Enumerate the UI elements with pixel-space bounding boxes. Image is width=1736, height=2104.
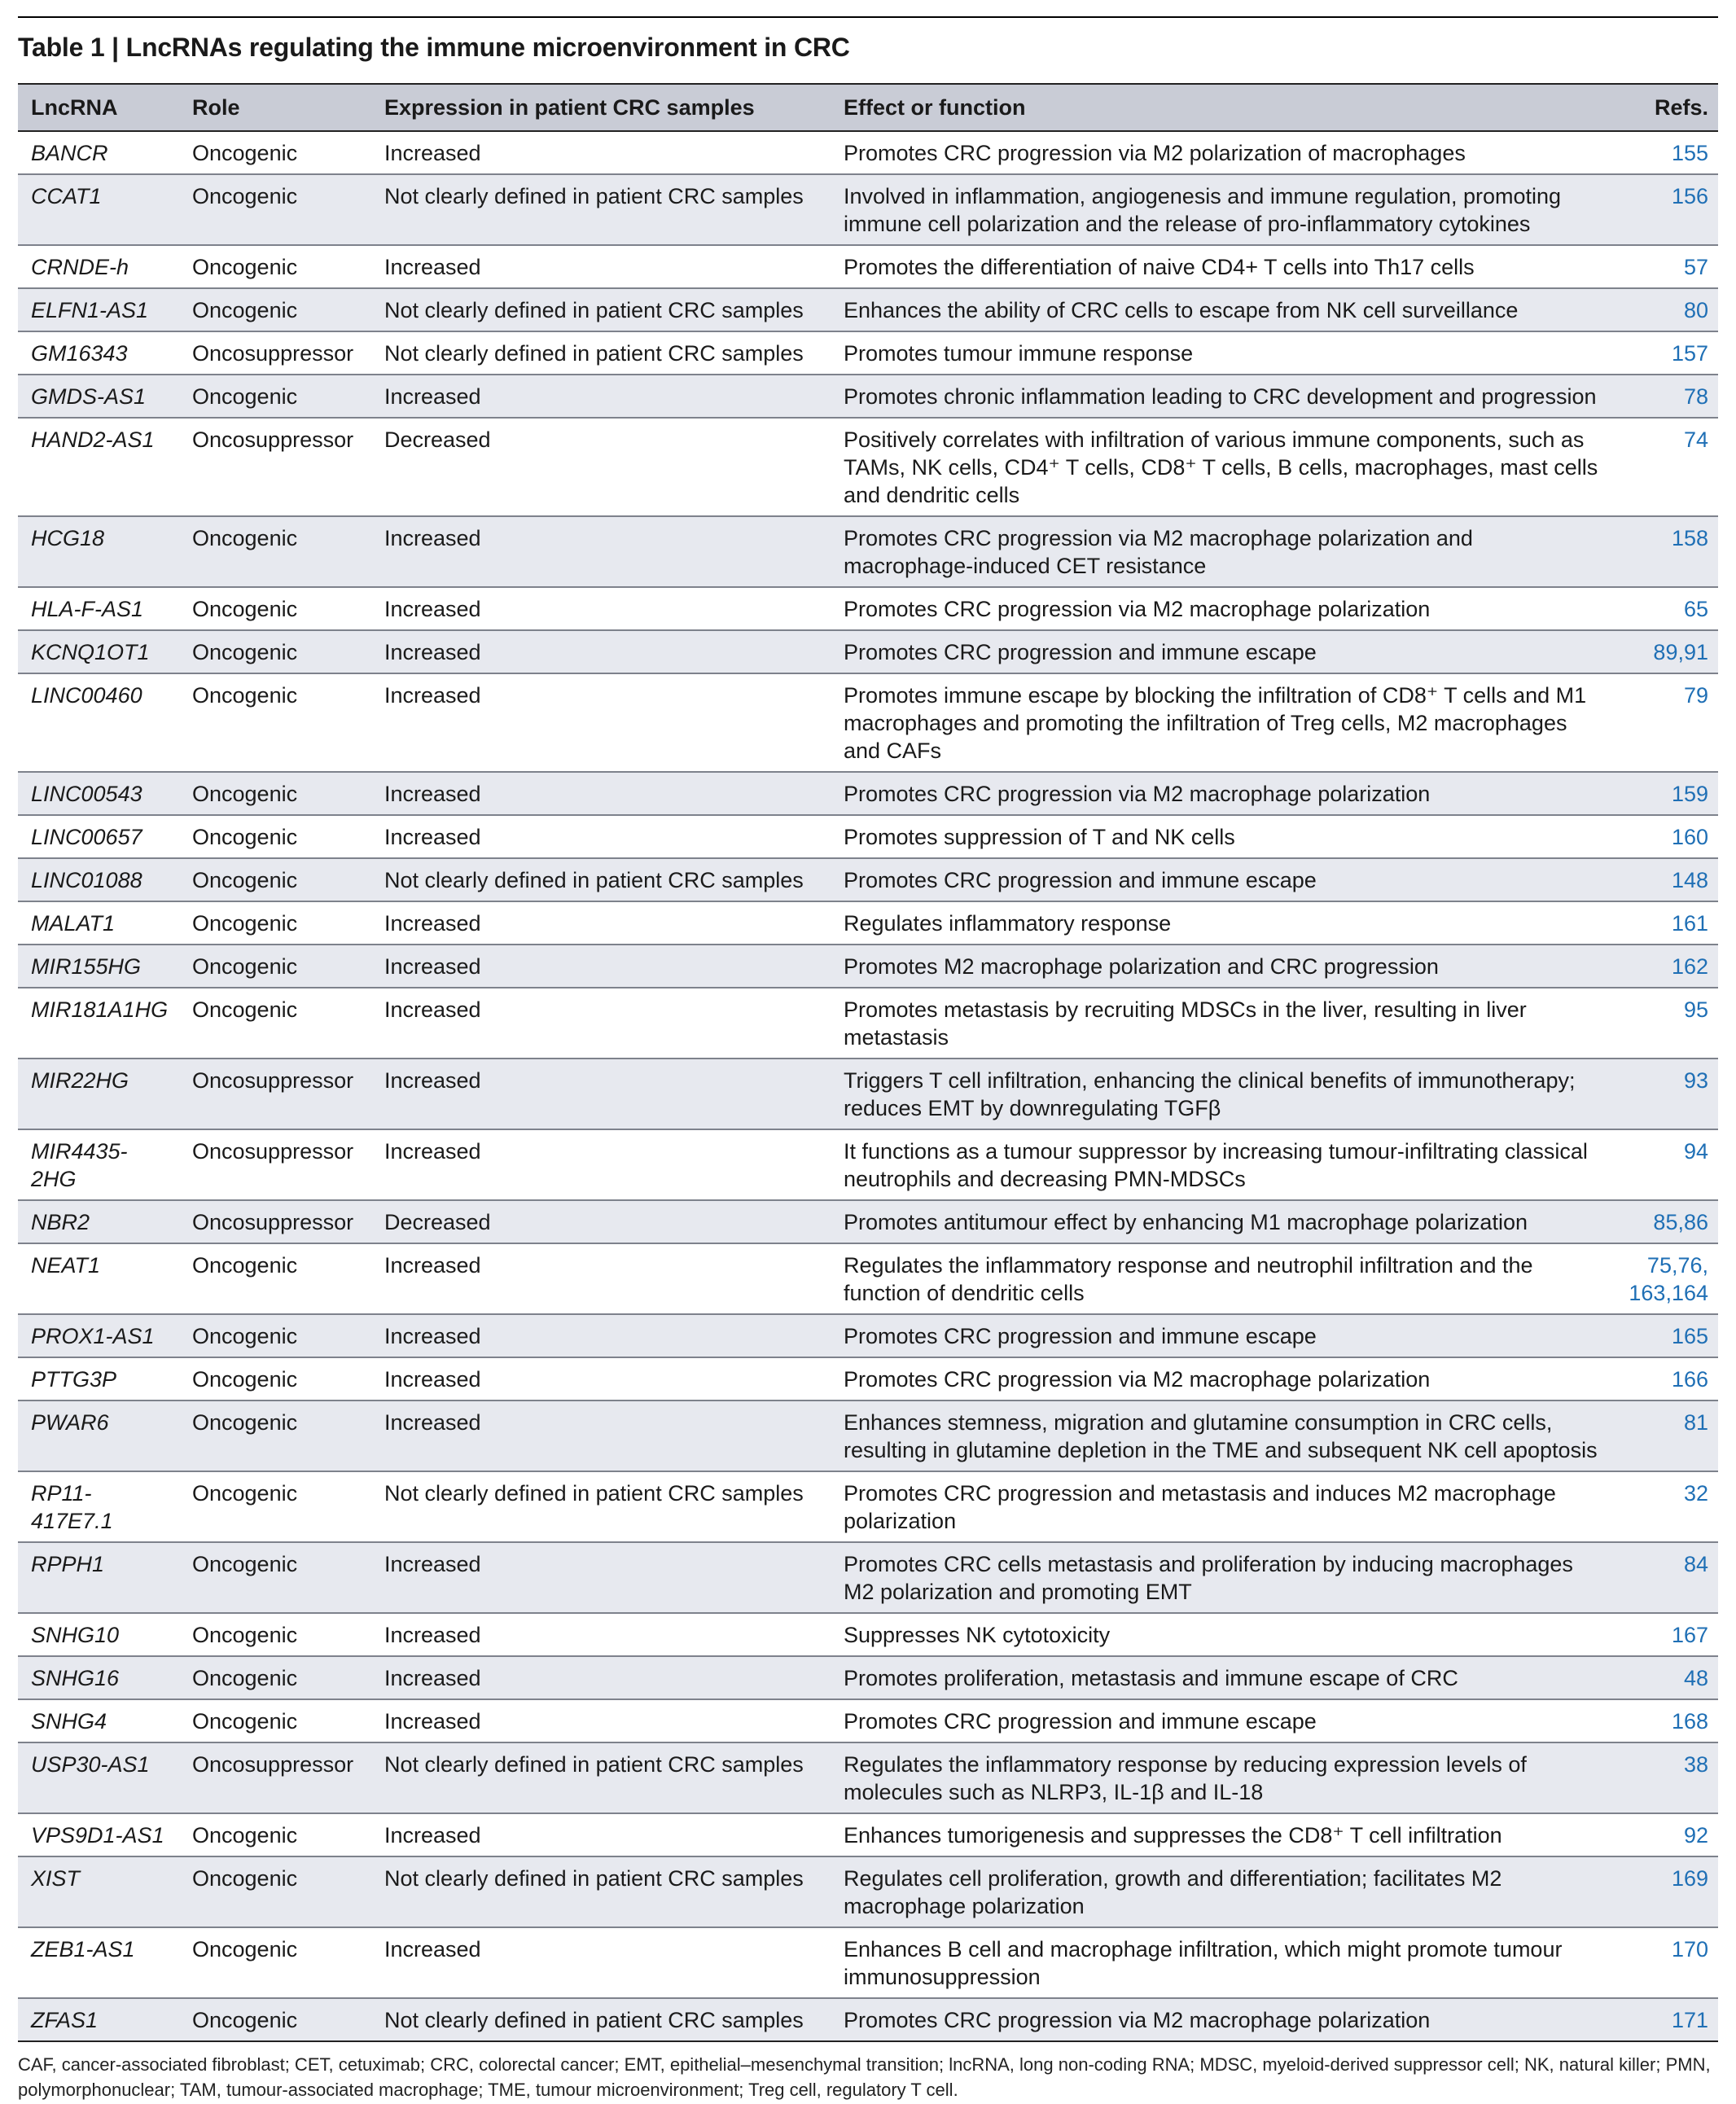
lncrna-cell: CRNDE-h: [18, 245, 179, 288]
expression-cell: Increased: [371, 131, 831, 174]
role-cell: Oncogenic: [179, 1613, 371, 1656]
column-header-effect: Effect or function: [831, 84, 1612, 131]
lncrna-cell: HAND2-AS1: [18, 418, 179, 516]
table-row: [18, 1243, 1718, 1314]
table-row: [18, 901, 1718, 945]
expression-cell: Decreased: [371, 418, 831, 516]
lncrna-cell: ELFN1-AS1: [18, 288, 179, 331]
effect-cell: Enhances stemness, migration and glutamine consumption in CRC cells, resulting in glutamine depletion in the TME and subsequent NK cell apoptosis: [831, 1400, 1612, 1471]
effect-cell: Suppresses NK cytotoxicity: [831, 1613, 1612, 1656]
effect-cell: Promotes proliferation, metastasis and immune escape of CRC: [831, 1656, 1612, 1699]
refs-link[interactable]: 32: [1612, 1471, 1718, 1542]
effect-cell: Enhances B cell and macrophage infiltration, which might promote tumour immunosuppression: [831, 1927, 1612, 1998]
refs-link[interactable]: 167: [1612, 1613, 1718, 1656]
refs-link[interactable]: 38: [1612, 1742, 1718, 1813]
refs-link[interactable]: 148: [1612, 858, 1718, 901]
refs-link[interactable]: 89,91: [1612, 630, 1718, 673]
lncrna-cell: GMDS-AS1: [18, 375, 179, 418]
lncrna-cell: CCAT1: [18, 174, 179, 245]
table-title: Table 1 | LncRNAs regulating the immune microenvironment in CRC: [18, 33, 850, 62]
lncrna-cell: ZEB1-AS1: [18, 1927, 179, 1998]
effect-cell: Promotes M2 macrophage polarization and CRC progression: [831, 945, 1612, 988]
effect-cell: Promotes CRC progression via M2 macrophage polarization: [831, 1357, 1612, 1400]
effect-cell: Promotes CRC progression and metastasis and induces M2 macrophage polarization: [831, 1471, 1612, 1542]
expression-cell: Not clearly defined in patient CRC samples: [371, 858, 831, 901]
effect-cell: Promotes CRC progression via M2 polarization of macrophages: [831, 131, 1612, 174]
role-cell: Oncogenic: [179, 516, 371, 587]
effect-cell: Promotes CRC progression via M2 macrophage polarization: [831, 587, 1612, 630]
table-row: [18, 772, 1718, 815]
effect-cell: Enhances tumorigenesis and suppresses the CD8⁺ T cell infiltration: [831, 1813, 1612, 1856]
lncrna-table: [18, 83, 1718, 2042]
effect-cell: Regulates the inflammatory response and neutrophil infiltration and the function of dendritic cells: [831, 1243, 1612, 1314]
expression-cell: Not clearly defined in patient CRC samples: [371, 331, 831, 375]
role-cell: Oncogenic: [179, 131, 371, 174]
lncrna-cell: MIR4435-2HG: [18, 1129, 179, 1200]
role-cell: Oncogenic: [179, 1471, 371, 1542]
role-cell: Oncogenic: [179, 288, 371, 331]
lncrna-cell: MIR22HG: [18, 1059, 179, 1129]
role-cell: Oncogenic: [179, 630, 371, 673]
expression-cell: Not clearly defined in patient CRC samples: [371, 1471, 831, 1542]
table-row: [18, 1813, 1718, 1856]
refs-link[interactable]: 157: [1612, 331, 1718, 375]
expression-cell: Increased: [371, 1656, 831, 1699]
effect-cell: Promotes CRC progression via M2 macrophage polarization: [831, 772, 1612, 815]
expression-cell: Increased: [371, 587, 831, 630]
lncrna-cell: NBR2: [18, 1200, 179, 1243]
role-cell: Oncogenic: [179, 1656, 371, 1699]
expression-cell: Not clearly defined in patient CRC samples: [371, 174, 831, 245]
table-row: [18, 1699, 1718, 1742]
effect-cell: Promotes suppression of T and NK cells: [831, 815, 1612, 858]
table-row: [18, 1927, 1718, 1998]
table-row: [18, 288, 1718, 331]
refs-link[interactable]: 170: [1612, 1927, 1718, 1998]
table-header-row: [18, 84, 1718, 131]
table-row: [18, 988, 1718, 1059]
effect-cell: Promotes CRC progression and immune escape: [831, 630, 1612, 673]
effect-cell: Promotes CRC progression and immune escape: [831, 1314, 1612, 1357]
table-page: [18, 16, 1718, 2102]
effect-cell: Regulates the inflammatory response by reducing expression levels of molecules such as NLRP3, IL-1β and IL-18: [831, 1742, 1612, 1813]
role-cell: Oncogenic: [179, 1243, 371, 1314]
expression-cell: Decreased: [371, 1200, 831, 1243]
expression-cell: Increased: [371, 1314, 831, 1357]
refs-link[interactable]: 165: [1612, 1314, 1718, 1357]
role-cell: Oncosuppressor: [179, 418, 371, 516]
role-cell: Oncosuppressor: [179, 1129, 371, 1200]
role-cell: Oncogenic: [179, 1400, 371, 1471]
column-header-lncrna: LncRNA: [18, 84, 179, 131]
role-cell: Oncogenic: [179, 1542, 371, 1613]
lncrna-cell: MALAT1: [18, 901, 179, 945]
effect-cell: Enhances the ability of CRC cells to escape from NK cell surveillance: [831, 288, 1612, 331]
refs-link[interactable]: 48: [1612, 1656, 1718, 1699]
effect-cell: It functions as a tumour suppressor by increasing tumour-infiltrating classical neutrophils and decreasing PMN-MDSCs: [831, 1129, 1612, 1200]
refs-link[interactable]: 81: [1612, 1400, 1718, 1471]
expression-cell: Increased: [371, 1542, 831, 1613]
role-cell: Oncogenic: [179, 858, 371, 901]
expression-cell: Increased: [371, 1613, 831, 1656]
refs-link[interactable]: 85,86: [1612, 1200, 1718, 1243]
table-row: [18, 1542, 1718, 1613]
lncrna-cell: RPPH1: [18, 1542, 179, 1613]
role-cell: Oncogenic: [179, 245, 371, 288]
refs-link[interactable]: 93: [1612, 1059, 1718, 1129]
lncrna-cell: MIR155HG: [18, 945, 179, 988]
effect-cell: Promotes CRC progression and immune escape: [831, 858, 1612, 901]
table-row: [18, 815, 1718, 858]
table-row: [18, 587, 1718, 630]
table-row: [18, 418, 1718, 516]
lncrna-cell: LINC00460: [18, 673, 179, 772]
refs-link[interactable]: 168: [1612, 1699, 1718, 1742]
lncrna-cell: SNHG10: [18, 1613, 179, 1656]
table-row: [18, 1129, 1718, 1200]
effect-cell: Promotes CRC progression and immune escape: [831, 1699, 1612, 1742]
table-row: [18, 516, 1718, 587]
role-cell: Oncogenic: [179, 772, 371, 815]
refs-link[interactable]: 161: [1612, 901, 1718, 945]
lncrna-cell: MIR181A1HG: [18, 988, 179, 1059]
effect-cell: Promotes CRC progression via M2 macrophage polarization: [831, 1998, 1612, 2041]
refs-link[interactable]: 78: [1612, 375, 1718, 418]
role-cell: Oncogenic: [179, 1813, 371, 1856]
effect-cell: Promotes the differentiation of naive CD4+ T cells into Th17 cells: [831, 245, 1612, 288]
expression-cell: Increased: [371, 516, 831, 587]
refs-link[interactable]: 156: [1612, 174, 1718, 245]
expression-cell: Increased: [371, 1927, 831, 1998]
table-row: [18, 1742, 1718, 1813]
expression-cell: Not clearly defined in patient CRC samples: [371, 1742, 831, 1813]
role-cell: Oncogenic: [179, 945, 371, 988]
expression-cell: Increased: [371, 1059, 831, 1129]
refs-link[interactable]: 160: [1612, 815, 1718, 858]
table-row: [18, 245, 1718, 288]
table-row: [18, 1314, 1718, 1357]
table-row: [18, 1998, 1718, 2041]
role-cell: Oncosuppressor: [179, 1200, 371, 1243]
refs-link[interactable]: 155: [1612, 131, 1718, 174]
refs-link[interactable]: 94: [1612, 1129, 1718, 1200]
role-cell: Oncogenic: [179, 1699, 371, 1742]
effect-cell: Involved in inflammation, angiogenesis and immune regulation, promoting immune cell polarization and the release of pro-inflammatory cytokines: [831, 174, 1612, 245]
role-cell: Oncogenic: [179, 375, 371, 418]
refs-link[interactable]: 79: [1612, 673, 1718, 772]
lncrna-cell: NEAT1: [18, 1243, 179, 1314]
lncrna-cell: PWAR6: [18, 1400, 179, 1471]
role-cell: Oncogenic: [179, 174, 371, 245]
role-cell: Oncosuppressor: [179, 1742, 371, 1813]
refs-link[interactable]: 169: [1612, 1856, 1718, 1927]
expression-cell: Increased: [371, 1243, 831, 1314]
effect-cell: Promotes CRC progression via M2 macrophage polarization and macrophage-induced CET resistance: [831, 516, 1612, 587]
lncrna-cell: VPS9D1-AS1: [18, 1813, 179, 1856]
table-row: [18, 630, 1718, 673]
table-footnote: CAF, cancer-associated fibroblast; CET, cetuximab; CRC, colorectal cancer; EMT, epithelial–mesenchymal transition; lncRNA, long non-coding RNA; MDSC, myeloid-derived suppressor cell; NK, natural killer; PMN, polymorphonuclear; TAM, tumour-associated macrophage; TME, tumour microenvironment; Treg cell, regulatory T cell.: [18, 2054, 1711, 2100]
refs-link[interactable]: 95: [1612, 988, 1718, 1059]
role-cell: Oncogenic: [179, 1314, 371, 1357]
lncrna-cell: SNHG4: [18, 1699, 179, 1742]
expression-cell: Increased: [371, 375, 831, 418]
table-row: [18, 858, 1718, 901]
lncrna-cell: PTTG3P: [18, 1357, 179, 1400]
column-header-refs: Refs.: [1612, 84, 1718, 131]
role-cell: Oncogenic: [179, 673, 371, 772]
lncrna-cell: LINC00657: [18, 815, 179, 858]
refs-link[interactable]: 171: [1612, 1998, 1718, 2041]
expression-cell: Not clearly defined in patient CRC samples: [371, 288, 831, 331]
table-row: [18, 1059, 1718, 1129]
refs-link[interactable]: 74: [1612, 418, 1718, 516]
lncrna-cell: KCNQ1OT1: [18, 630, 179, 673]
lncrna-cell: USP30-AS1: [18, 1742, 179, 1813]
lncrna-cell: SNHG16: [18, 1656, 179, 1699]
lncrna-cell: LINC01088: [18, 858, 179, 901]
table-row: [18, 1856, 1718, 1927]
expression-cell: Increased: [371, 988, 831, 1059]
refs-link[interactable]: 84: [1612, 1542, 1718, 1613]
refs-link[interactable]: 162: [1612, 945, 1718, 988]
lncrna-cell: GM16343: [18, 331, 179, 375]
effect-cell: Triggers T cell infiltration, enhancing the clinical benefits of immunotherapy; reduces EMT by downregulating TGFβ: [831, 1059, 1612, 1129]
effect-cell: Promotes antitumour effect by enhancing M1 macrophage polarization: [831, 1200, 1612, 1243]
table-row: [18, 1200, 1718, 1243]
lncrna-cell: LINC00543: [18, 772, 179, 815]
table-row: [18, 945, 1718, 988]
table-body: [18, 131, 1718, 2041]
refs-link[interactable]: 65: [1612, 587, 1718, 630]
expression-cell: Increased: [371, 245, 831, 288]
refs-link[interactable]: 80: [1612, 288, 1718, 331]
top-rule: [18, 16, 1718, 18]
table-row: [18, 1357, 1718, 1400]
lncrna-cell: PROX1-AS1: [18, 1314, 179, 1357]
role-cell: Oncogenic: [179, 1357, 371, 1400]
effect-cell: Regulates cell proliferation, growth and differentiation; facilitates M2 macrophage polarization: [831, 1856, 1612, 1927]
role-cell: Oncogenic: [179, 1856, 371, 1927]
effect-cell: Promotes tumour immune response: [831, 331, 1612, 375]
role-cell: Oncogenic: [179, 815, 371, 858]
refs-link[interactable]: 166: [1612, 1357, 1718, 1400]
role-cell: Oncogenic: [179, 901, 371, 945]
lncrna-cell: BANCR: [18, 131, 179, 174]
table-row: [18, 1400, 1718, 1471]
role-cell: Oncogenic: [179, 1927, 371, 1998]
refs-link[interactable]: 158: [1612, 516, 1718, 587]
table-row: [18, 131, 1718, 174]
role-cell: Oncosuppressor: [179, 331, 371, 375]
lncrna-cell: XIST: [18, 1856, 179, 1927]
expression-cell: Increased: [371, 1699, 831, 1742]
table-row: [18, 375, 1718, 418]
table-row: [18, 1656, 1718, 1699]
effect-cell: Positively correlates with infiltration of various immune components, such as TAMs, NK cells, CD4⁺ T cells, CD8⁺ T cells, B cells, macrophages, mast cells and dendritic cells: [831, 418, 1612, 516]
expression-cell: Increased: [371, 945, 831, 988]
expression-cell: Increased: [371, 1813, 831, 1856]
expression-cell: Increased: [371, 901, 831, 945]
effect-cell: Promotes immune escape by blocking the infiltration of CD8⁺ T cells and M1 macrophages and promoting the infiltration of Treg cells, M2 macrophages and CAFs: [831, 673, 1612, 772]
refs-link[interactable]: 57: [1612, 245, 1718, 288]
role-cell: Oncogenic: [179, 988, 371, 1059]
lncrna-cell: ZFAS1: [18, 1998, 179, 2041]
table-row: [18, 1471, 1718, 1542]
expression-cell: Increased: [371, 673, 831, 772]
expression-cell: Not clearly defined in patient CRC samples: [371, 1856, 831, 1927]
expression-cell: Increased: [371, 1400, 831, 1471]
refs-link[interactable]: 159: [1612, 772, 1718, 815]
table-row: [18, 331, 1718, 375]
refs-link[interactable]: 92: [1612, 1813, 1718, 1856]
lncrna-cell: HCG18: [18, 516, 179, 587]
role-cell: Oncosuppressor: [179, 1059, 371, 1129]
expression-cell: Not clearly defined in patient CRC samples: [371, 1998, 831, 2041]
effect-cell: Promotes CRC cells metastasis and proliferation by inducing macrophages M2 polarization and promoting EMT: [831, 1542, 1612, 1613]
lncrna-cell: RP11-417E7.1: [18, 1471, 179, 1542]
effect-cell: Regulates inflammatory response: [831, 901, 1612, 945]
refs-link[interactable]: 75,76, 163,164: [1612, 1243, 1718, 1314]
expression-cell: Increased: [371, 772, 831, 815]
expression-cell: Increased: [371, 630, 831, 673]
effect-cell: Promotes chronic inflammation leading to CRC development and progression: [831, 375, 1612, 418]
table-row: [18, 1613, 1718, 1656]
effect-cell: Promotes metastasis by recruiting MDSCs in the liver, resulting in liver metastasis: [831, 988, 1612, 1059]
column-header-role: Role: [179, 84, 371, 131]
expression-cell: Increased: [371, 1129, 831, 1200]
expression-cell: Increased: [371, 1357, 831, 1400]
role-cell: Oncogenic: [179, 1998, 371, 2041]
table-row: [18, 174, 1718, 245]
lncrna-cell: HLA-F-AS1: [18, 587, 179, 630]
column-header-expression: Expression in patient CRC samples: [371, 84, 831, 131]
role-cell: Oncogenic: [179, 587, 371, 630]
table-row: [18, 673, 1718, 772]
expression-cell: Increased: [371, 815, 831, 858]
